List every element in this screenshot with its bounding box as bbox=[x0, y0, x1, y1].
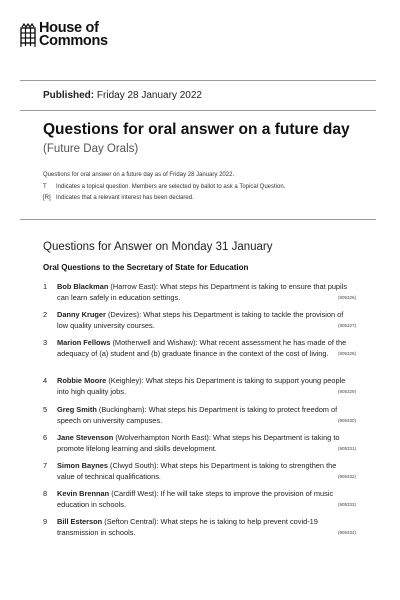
question-ref: (905331) bbox=[337, 446, 356, 452]
section-title: Questions for Answer on Monday 31 January bbox=[43, 241, 273, 253]
key-topical bbox=[43, 182, 285, 194]
question-number: 7 bbox=[43, 461, 48, 470]
question-number: 5 bbox=[43, 405, 48, 414]
question-item bbox=[43, 337, 356, 359]
question-member: Jane Stevenson bbox=[57, 433, 114, 442]
key-symbol: [R] bbox=[43, 195, 51, 201]
question-member: Bill Esterson bbox=[57, 517, 103, 526]
question-ref: (905333) bbox=[337, 502, 356, 508]
question-constituency: (Clwyd South): bbox=[110, 461, 159, 470]
question-constituency: (Wolverhampton North East): bbox=[115, 433, 211, 442]
question-member: Marion Fellows bbox=[57, 338, 111, 347]
divider-top bbox=[20, 80, 376, 81]
question-number: 1 bbox=[43, 282, 48, 291]
question-member: Robbie Moore bbox=[57, 376, 107, 385]
question-ref: (905334) bbox=[337, 530, 356, 536]
logo-line-2: Commons bbox=[39, 32, 108, 49]
question-constituency: (Sefton Central): bbox=[104, 517, 159, 526]
question-text: What steps his Department is taking to strengthen the value of technical qualifications. bbox=[57, 461, 337, 482]
key-text: Indicates a topical question. Members are selected by ballot to ask a Topical Question. bbox=[56, 183, 286, 190]
question-member: Kevin Brennan bbox=[57, 489, 110, 498]
question-item bbox=[43, 460, 356, 482]
key-interest bbox=[43, 193, 285, 205]
question-member: Bob Blackman bbox=[57, 282, 109, 291]
question-member: Greg Smith bbox=[57, 405, 97, 414]
question-item bbox=[43, 309, 356, 331]
portcullis-icon bbox=[20, 23, 36, 49]
question-member: Simon Baynes bbox=[57, 461, 108, 470]
question-item bbox=[43, 432, 356, 454]
question-constituency: (Harrow East): bbox=[110, 282, 159, 291]
published-line bbox=[43, 90, 202, 101]
question-item bbox=[43, 488, 356, 510]
intro-text: Questions for oral answer on a future day as of Friday 28 January 2022. bbox=[43, 172, 235, 178]
question-text: What steps his Department is taking to promote lifelong learning and skills development. bbox=[57, 433, 340, 454]
question-constituency: (Keighley): bbox=[108, 376, 144, 385]
question-number: 8 bbox=[43, 489, 48, 498]
question-number: 9 bbox=[43, 517, 48, 526]
divider-published bbox=[20, 110, 376, 111]
question-text: What steps his Department is taking to support young people into high quality jobs. bbox=[57, 376, 346, 397]
question-number: 4 bbox=[43, 376, 48, 385]
intro-block bbox=[43, 170, 285, 205]
question-constituency: (Cardiff West): bbox=[111, 489, 159, 498]
question-ref: (905327) bbox=[337, 323, 356, 329]
divider-section bbox=[20, 219, 376, 220]
question-text: What steps his Department is taking to tackle the provision of low quality university courses. bbox=[57, 310, 344, 331]
question-constituency: (Buckingham): bbox=[98, 405, 147, 414]
question-item bbox=[43, 404, 356, 426]
question-ref: (905328) bbox=[337, 351, 356, 357]
question-text: What steps he is taking to help prevent covid-19 transmission in schools. bbox=[57, 517, 318, 538]
question-item bbox=[43, 375, 356, 397]
logo-line-1: House of bbox=[39, 20, 99, 36]
question-ref: (905326) bbox=[337, 295, 356, 301]
key-symbol: T bbox=[43, 183, 47, 190]
question-text: What recent assessment he has made of the adequacy of (a) student and (b) graduate finance in the context of the cost of living. bbox=[57, 338, 347, 359]
question-constituency: (Motherwell and Wishaw): bbox=[112, 338, 198, 347]
question-constituency: (Devizes): bbox=[107, 310, 142, 319]
question-ref: (905329) bbox=[337, 389, 356, 395]
logo-wordmark bbox=[39, 22, 108, 47]
question-text: If he will take steps to improve the provision of music education in schools. bbox=[57, 489, 334, 510]
page-title: Questions for oral answer on a future day bbox=[43, 121, 350, 138]
page-subtitle: (Future Day Orals) bbox=[43, 143, 139, 155]
key-text: Indicates that a relevant interest has been declared. bbox=[56, 195, 194, 201]
house-of-commons-logo bbox=[20, 22, 108, 49]
question-text: What steps his Department is taking to ensure that pupils can learn safely in education settings. bbox=[57, 282, 348, 303]
published-date: Friday 28 January 2022 bbox=[96, 90, 202, 101]
section-subtitle: Oral Questions to the Secretary of State for Education bbox=[43, 263, 249, 272]
question-item bbox=[43, 281, 356, 303]
question-number: 3 bbox=[43, 338, 48, 347]
question-ref: (905332) bbox=[337, 474, 356, 480]
question-number: 6 bbox=[43, 433, 48, 442]
question-text: What steps his Department is taking to protect freedom of speech on university campuses. bbox=[57, 405, 338, 426]
question-ref: (905330) bbox=[337, 418, 356, 424]
question-member: Danny Kruger bbox=[57, 310, 106, 319]
question-item bbox=[43, 516, 356, 538]
question-number: 2 bbox=[43, 310, 48, 319]
published-label: Published: bbox=[43, 90, 95, 101]
